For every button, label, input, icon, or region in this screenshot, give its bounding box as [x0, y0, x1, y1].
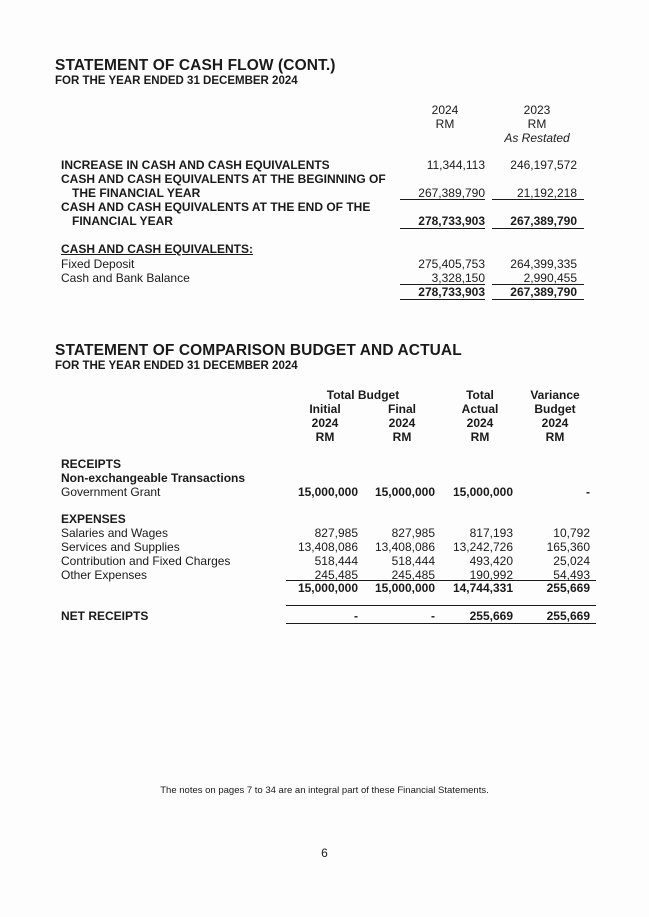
increase-2024: 11,344,113 — [426, 158, 485, 172]
expense-row-label: Other Expenses — [61, 568, 148, 582]
end-label-1: CASH AND CASH EQUIVALENTS AT THE END OF THE — [61, 200, 371, 214]
expense-final: 518,444 — [391, 554, 435, 568]
expense-actual: 817,193 — [469, 526, 513, 540]
cash-total-underline-2023 — [492, 299, 584, 300]
end-label-2: FINANCIAL YEAR — [72, 214, 173, 228]
end-2024: 278,733,903 — [418, 214, 485, 228]
end-2023: 267,389,790 — [510, 214, 577, 228]
beginning-underline-2023 — [492, 199, 584, 200]
budget-header: Budget — [534, 402, 576, 416]
expense-initial: 518,444 — [314, 554, 358, 568]
gov-grant-variance: - — [586, 485, 590, 499]
cash-flow-subtitle: FOR THE YEAR ENDED 31 DECEMBER 2024 — [55, 75, 298, 87]
expenses-total-final: 15,000,000 — [374, 581, 435, 595]
expense-initial: 13,408,086 — [297, 540, 358, 554]
actual-unit: RM — [470, 430, 490, 444]
receipts-heading: RECEIPTS — [61, 457, 122, 471]
end-underline-2024 — [400, 228, 485, 229]
expenses-total-initial: 15,000,000 — [297, 581, 358, 595]
final-year: 2024 — [388, 416, 416, 430]
cash-equivalents-heading: CASH AND CASH EQUIVALENTS: — [61, 242, 254, 256]
fixed-deposit-2024: 275,405,753 — [418, 257, 485, 271]
expense-actual: 493,420 — [469, 554, 513, 568]
as-restated-label: As Restated — [504, 131, 570, 145]
total-header: Total — [466, 388, 494, 402]
gov-grant-label: Government Grant — [61, 485, 161, 499]
gov-grant-final: 15,000,000 — [374, 485, 435, 499]
initial-unit: RM — [315, 430, 335, 444]
expenses-total-actual: 14,744,331 — [452, 581, 513, 595]
end-underline-2023 — [492, 228, 584, 229]
beginning-label-1: CASH AND CASH EQUIVALENTS AT THE BEGINNING OF — [61, 172, 386, 186]
total-budget-header: Total Budget — [326, 388, 400, 402]
beginning-2023: 21,192,218 — [516, 186, 577, 200]
expense-final: 13,408,086 — [374, 540, 435, 554]
col-2024-unit: RM — [435, 117, 455, 131]
expense-variance: 10,792 — [553, 526, 590, 540]
expense-variance: 54,493 — [553, 568, 590, 582]
cash-bank-2024: 3,328,150 — [431, 271, 485, 285]
final-unit: RM — [392, 430, 412, 444]
fixed-deposit-label: Fixed Deposit — [61, 257, 135, 271]
cash-flow-title: STATEMENT OF CASH FLOW (CONT.) — [55, 57, 336, 74]
increase-2023: 246,197,572 — [510, 158, 577, 172]
cash-total-2024: 278,733,903 — [418, 285, 485, 299]
fixed-deposit-2023: 264,399,335 — [510, 257, 577, 271]
expenses-heading: EXPENSES — [61, 512, 126, 526]
expense-row-label: Salaries and Wages — [61, 526, 168, 540]
increase-label: INCREASE IN CASH AND CASH EQUIVALENTS — [61, 158, 330, 172]
net-receipts-label: NET RECEIPTS — [61, 609, 149, 623]
net-receipts-overline — [286, 605, 596, 606]
expense-row-label: Services and Supplies — [61, 540, 180, 554]
actual-year: 2024 — [466, 416, 494, 430]
variance-unit: RM — [545, 430, 565, 444]
beginning-2024: 267,389,790 — [418, 186, 485, 200]
final-header: Final — [387, 402, 416, 416]
net-receipts-initial: - — [354, 609, 358, 623]
expense-actual: 190,992 — [469, 568, 513, 582]
expense-final: 245,485 — [391, 568, 435, 582]
col-2023-header: 2023 — [523, 103, 551, 117]
initial-year: 2024 — [311, 416, 339, 430]
expense-variance: 165,360 — [546, 540, 590, 554]
gov-grant-initial: 15,000,000 — [297, 485, 358, 499]
beginning-underline-2024 — [400, 199, 485, 200]
expense-initial: 827,985 — [314, 526, 358, 540]
actual-header: Actual — [461, 402, 499, 416]
net-receipts-final: - — [431, 609, 435, 623]
beginning-label-2: THE FINANCIAL YEAR — [72, 186, 201, 200]
budget-subtitle: FOR THE YEAR ENDED 31 DECEMBER 2024 — [55, 360, 298, 372]
col-2023-unit: RM — [527, 117, 547, 131]
expense-initial: 245,485 — [314, 568, 358, 582]
cash-total-underline-2024 — [400, 299, 485, 300]
initial-header: Initial — [309, 402, 341, 416]
expenses-total-variance: 255,669 — [546, 581, 590, 595]
expense-variance: 25,024 — [553, 554, 590, 568]
cash-bank-label: Cash and Bank Balance — [61, 271, 190, 285]
budget-title: STATEMENT OF COMPARISON BUDGET AND ACTUAL — [55, 342, 462, 359]
gov-grant-actual: 15,000,000 — [452, 485, 513, 499]
non-exchangeable-heading: Non-exchangeable Transactions — [61, 471, 246, 485]
variance-year: 2024 — [541, 416, 569, 430]
expense-actual: 13,242,726 — [452, 540, 513, 554]
page-number: 6 — [321, 846, 328, 860]
cash-total-2023: 267,389,790 — [510, 285, 577, 299]
col-2024-header: 2024 — [431, 103, 459, 117]
notes-reference: The notes on pages 7 to 34 are an integral part of these Financial Statements. — [160, 785, 489, 796]
cash-bank-2023: 2,990,455 — [523, 271, 577, 285]
net-receipts-actual: 255,669 — [469, 609, 513, 623]
variance-header: Variance — [530, 388, 580, 402]
expense-final: 827,985 — [391, 526, 435, 540]
net-receipts-variance: 255,669 — [546, 609, 590, 623]
expense-row-label: Contribution and Fixed Charges — [61, 554, 231, 568]
net-receipts-underline — [286, 623, 596, 624]
